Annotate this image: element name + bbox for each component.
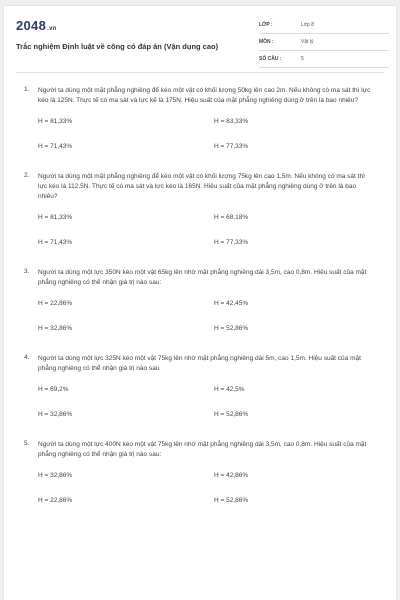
option-c[interactable]: H = 22,86% — [38, 497, 73, 504]
option-a[interactable]: H = 81,33% — [38, 214, 73, 221]
option-d[interactable]: H = 77,33% — [214, 239, 249, 246]
document-title: Trắc nghiệm Định luật về công có đáp án (Vận dụng cao) — [16, 42, 219, 51]
logo-main: 2048 — [16, 18, 47, 33]
option-b[interactable]: H = 42,45% — [214, 300, 249, 307]
meta-row-class — [259, 20, 389, 34]
option-d[interactable]: H = 52,86% — [214, 497, 249, 504]
answer-options — [38, 472, 374, 512]
option-b[interactable]: H = 42,5% — [214, 386, 245, 393]
option-c[interactable]: H = 32,86% — [38, 411, 73, 418]
answer-options — [38, 214, 374, 254]
document-header — [16, 14, 388, 66]
option-d[interactable]: H = 52,86% — [214, 325, 249, 332]
meta-label: SỐ CÂU : — [259, 56, 282, 62]
answer-options — [38, 386, 374, 426]
question-number: 4. — [24, 354, 30, 361]
meta-value: Lớp 8 — [301, 22, 315, 28]
question-4 — [24, 354, 374, 426]
option-a[interactable]: H = 22,86% — [38, 300, 73, 307]
question-number: 1. — [24, 86, 30, 93]
header-divider — [16, 72, 384, 73]
meta-label: LỚP : — [259, 22, 273, 28]
meta-label: MÔN : — [259, 39, 274, 45]
question-3 — [24, 268, 374, 340]
option-c[interactable]: H = 71,43% — [38, 239, 73, 246]
option-d[interactable]: H = 52,86% — [214, 411, 249, 418]
question-number: 2. — [24, 172, 30, 179]
option-a[interactable]: H = 32,86% — [38, 472, 73, 479]
option-c[interactable]: H = 71,43% — [38, 143, 73, 150]
question-text: Người ta dùng một mặt phẳng nghiêng để kéo một vật có khối lượng 75kg lên cao 1,5m. Nếu không có ma sát thì lực kéo là 112,5N. Thực tế có ma sát và lực kéo là 165N. Hiệu suất của mặt phẳng nghiêng dùng ở trên là bao nhiêu? — [38, 173, 365, 200]
question-text: Người ta dùng một mặt phẳng nghiêng để kéo một vật có khối lượng 50kg lên cao 2m. Nếu không có ma sát thì lực kéo là 125N. Thực tế có ma sát và lực kế là 175N. Hiệu suất của mặt phẳng nghiêng dùng ở trên là bao nhiêu? — [38, 87, 371, 104]
option-b[interactable]: H = 42,86% — [214, 472, 249, 479]
question-2 — [24, 172, 374, 254]
question-number: 5. — [24, 440, 30, 447]
option-a[interactable]: H = 69,2% — [38, 386, 69, 393]
logo-suffix: .vn — [47, 26, 57, 32]
document-meta — [259, 20, 389, 71]
option-b[interactable]: H = 83,33% — [214, 118, 249, 125]
meta-row-subject — [259, 37, 389, 51]
document-page — [4, 6, 396, 600]
option-c[interactable]: H = 32,86% — [38, 325, 73, 332]
option-a[interactable]: H = 81,33% — [38, 118, 73, 125]
question-list — [24, 86, 374, 526]
meta-value: Vật lý — [301, 39, 314, 45]
meta-row-count — [259, 54, 389, 68]
question-text: Người ta dùng một lực 350N kéo một vật 65kg lên nhờ mặt phẳng nghiêng dài 3,5m, cao 0,8m. Hiệu suất của mặt phẳng nghiêng có thể nhận giá trị nào sau: — [38, 269, 367, 286]
site-logo[interactable] — [16, 18, 57, 33]
option-d[interactable]: H = 77,33% — [214, 143, 249, 150]
meta-value: 5 — [301, 56, 304, 62]
option-b[interactable]: H = 68,18% — [214, 214, 249, 221]
answer-options — [38, 300, 374, 340]
question-text: Người ta dùng một lực 325N kéo một vật 75kg lên nhờ mặt phẳng nghiêng dài 5m, cao 1,5m. Hiệu suất của mặt phẳng nghiêng có thể nhận giá trị nào sau — [38, 355, 361, 372]
question-5 — [24, 440, 374, 512]
question-text: Người ta dùng một lực 400N kéo một vật 75kg lên nhờ mặt phẳng nghiêng dài 3,5m, cao 0,8m. Hiệu suất của mặt phẳng nghiêng có thể nhận giá trị nào sau: — [38, 441, 367, 458]
question-1 — [24, 86, 374, 158]
question-number: 3. — [24, 268, 30, 275]
answer-options — [38, 118, 374, 158]
